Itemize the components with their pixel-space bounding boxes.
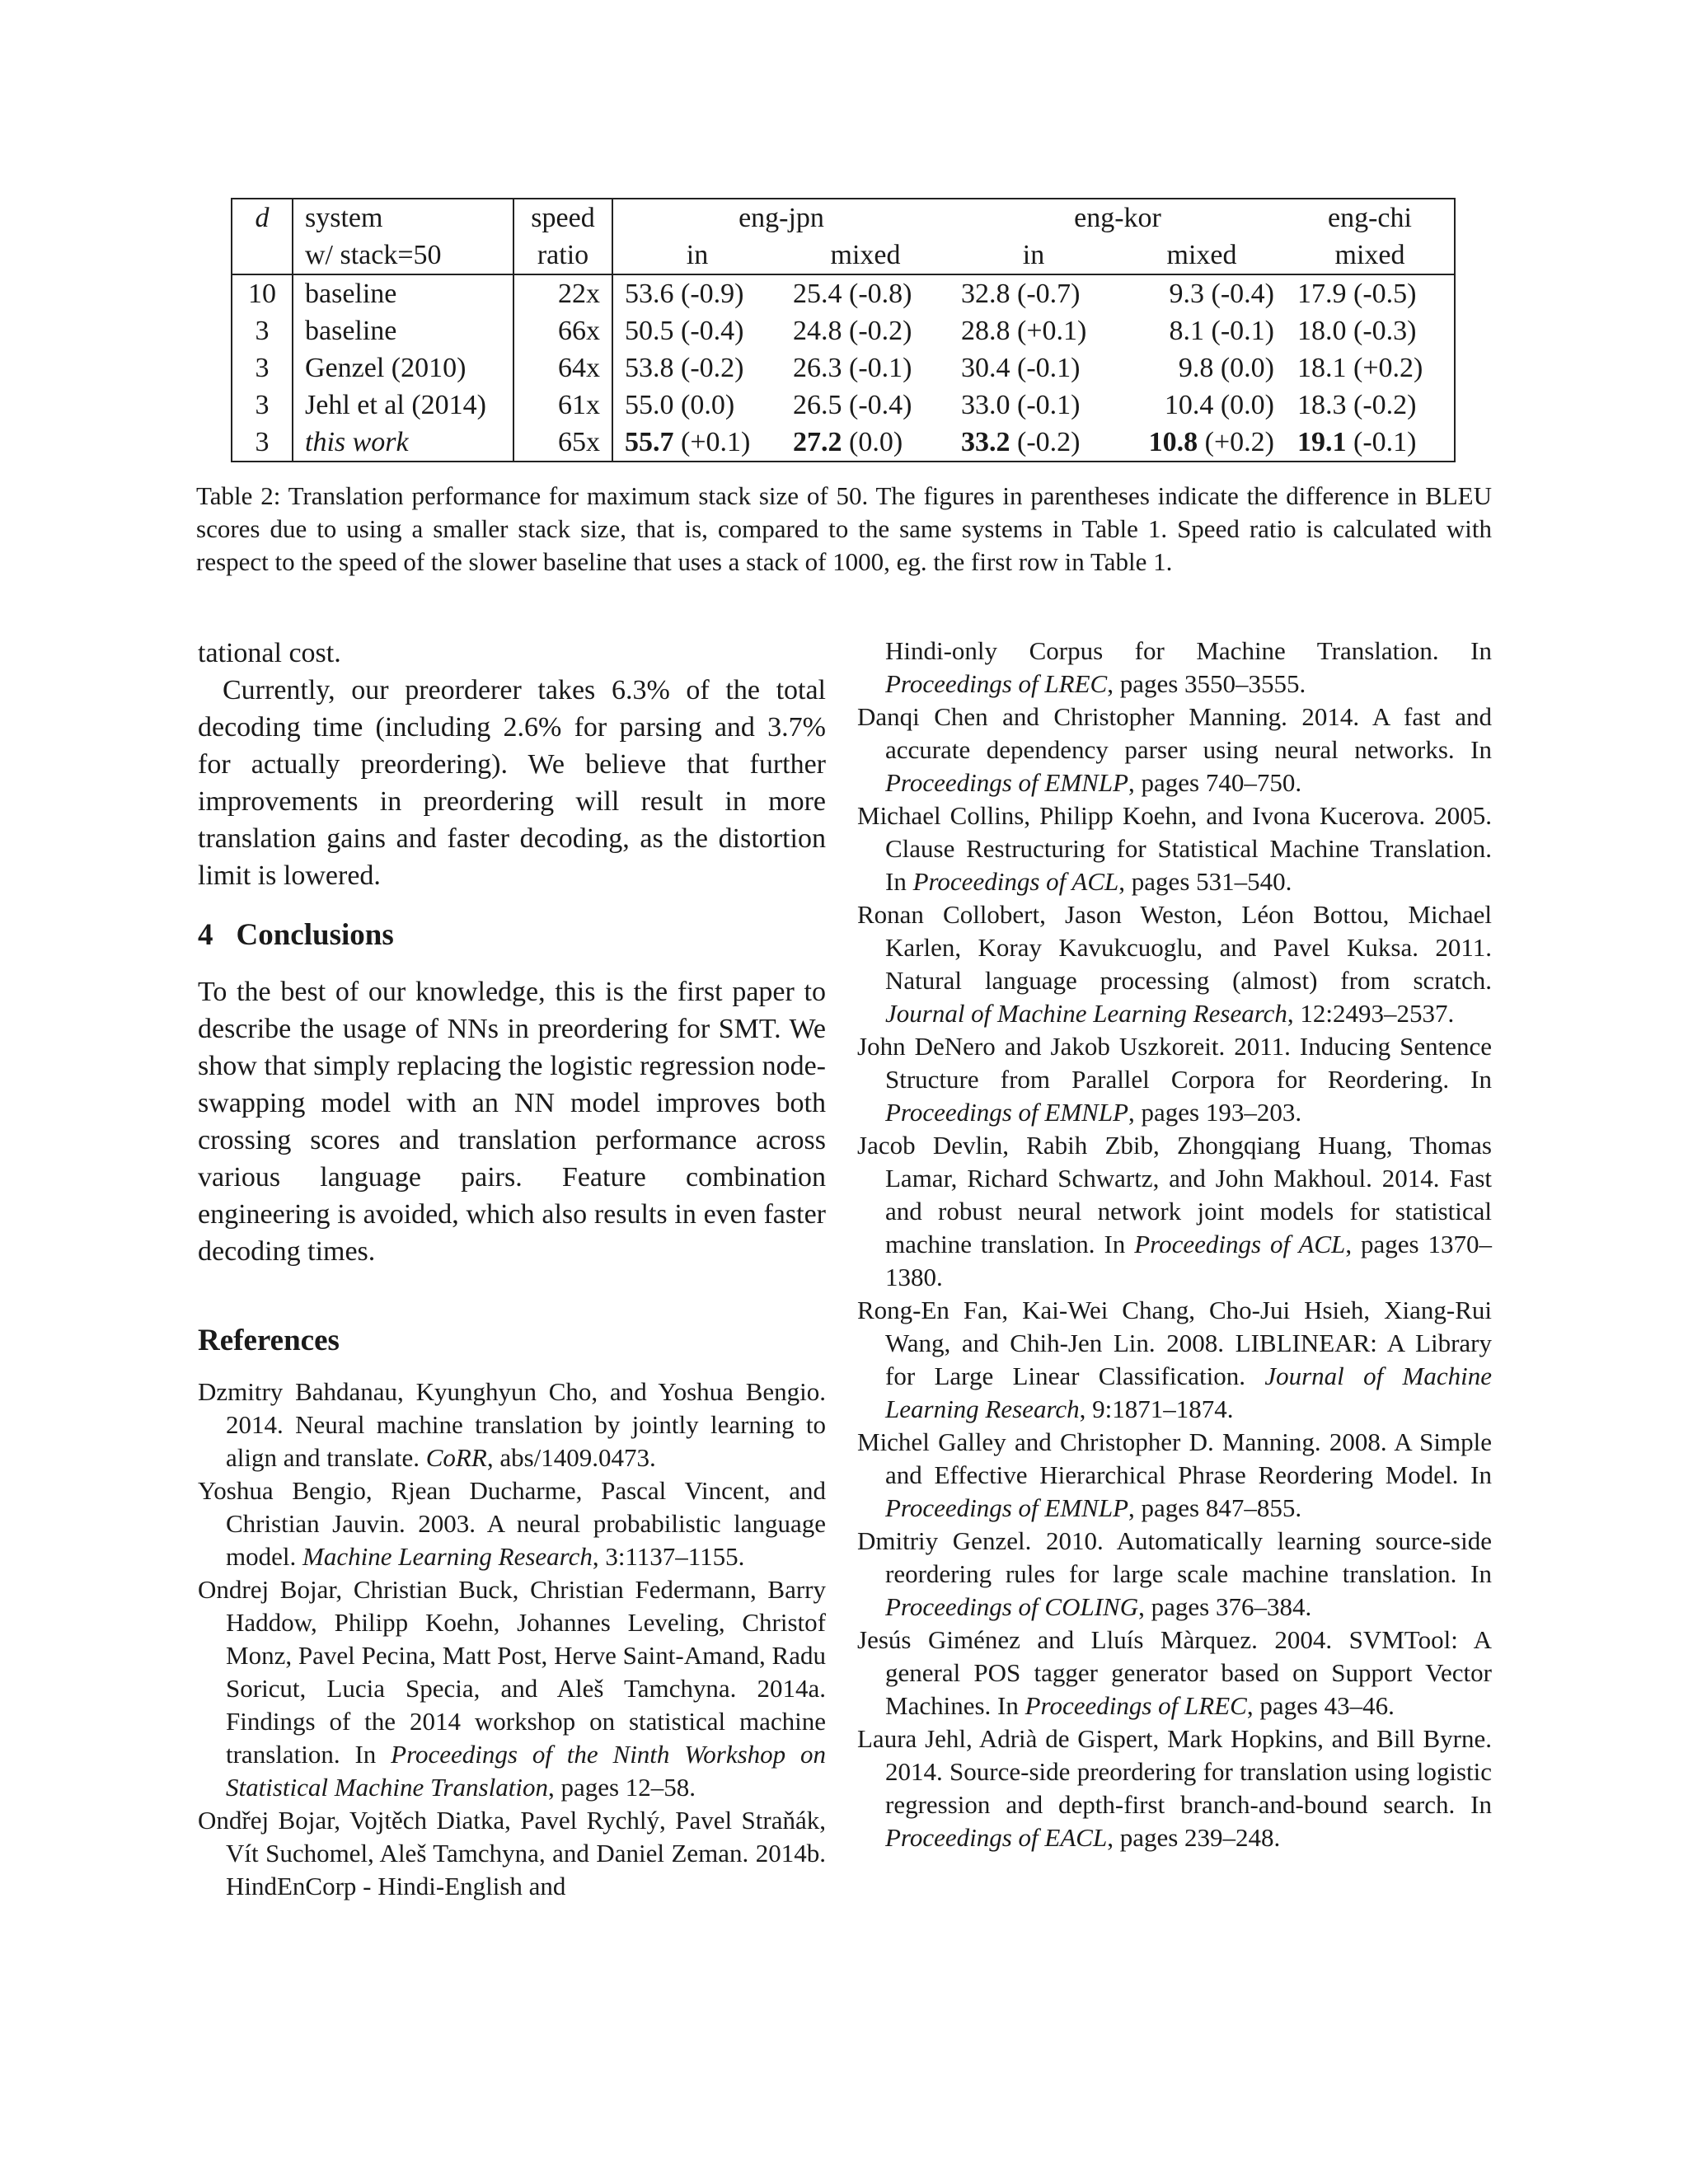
reference-venue: Proceedings of EMNLP	[885, 1098, 1129, 1127]
cell-score	[1286, 424, 1455, 462]
cell-d: 3	[232, 349, 293, 387]
reference-pages: , pages 740–750.	[1128, 768, 1302, 797]
cell-score	[781, 424, 950, 462]
reference-pages: , pages 376–384.	[1138, 1592, 1312, 1621]
reference-entry	[857, 1129, 1492, 1294]
cell-score-value: (+0.1)	[673, 427, 751, 457]
cell-score-value: 10.4 (0.0)	[1164, 390, 1274, 420]
cell-speed: 64x	[513, 349, 612, 387]
reference-entry	[857, 701, 1492, 799]
cell-score-value: 18.1 (+0.2)	[1297, 353, 1423, 383]
reference-text: Laura Jehl, Adrià de Gispert, Mark Hopkins, and Bill Byrne. 2014. Source-side preordering for translation using logistic regression and depth-first branch-and-bound search. In	[857, 1724, 1492, 1819]
cell-speed: 66x	[513, 312, 612, 349]
reference-entry	[857, 635, 1492, 701]
cell-speed: 22x	[513, 274, 612, 312]
table-body	[232, 274, 1455, 462]
cell-system: Jehl et al (2014)	[293, 387, 513, 424]
paragraph-conclusions: To the best of our knowledge, this is the first paper to describe the usage of NNs in preordering for SMT. We show that simply replacing the logistic regression node-swapping model with an NN model improves both crossing scores and translation performance across various language pairs. Feature combination engineering is avoided, which also results in even faster decoding times.	[198, 977, 826, 1267]
cell-score	[950, 312, 1118, 349]
cell-score	[781, 349, 950, 387]
cell-score	[1286, 387, 1455, 424]
reference-venue: Proceedings of ACL	[912, 867, 1119, 896]
header-speed: speed	[513, 199, 612, 237]
header-eng-jpn: eng-jpn	[738, 203, 824, 233]
reference-text: Ronan Collobert, Jason Weston, Léon Bottou, Michael Karlen, Koray Kavukcuoglu, and Pavel Kuksa. 2011. Natural language processing (almost) from scratch.	[857, 900, 1492, 995]
cell-score-value: 26.3 (-0.1)	[793, 353, 912, 383]
cell-score-value: 53.8 (-0.2)	[625, 353, 744, 383]
cell-score-value: 50.5 (-0.4)	[625, 316, 744, 346]
cell-d: 3	[232, 387, 293, 424]
cell-score	[612, 424, 781, 462]
cell-score-value: 17.9 (-0.5)	[1297, 279, 1417, 309]
cell-score-value: 55.0 (0.0)	[625, 390, 735, 420]
section-number: 4	[198, 918, 213, 952]
reference-pages: , pages 239–248.	[1107, 1823, 1281, 1852]
header-chi-mixed: mixed	[1286, 237, 1455, 274]
reference-venue: Proceedings of LREC	[885, 669, 1108, 698]
reference-pages: , pages 1370–1380.	[885, 1230, 1493, 1291]
cell-score-value: 8.1 (-0.1)	[1169, 316, 1274, 346]
cell-system: baseline	[293, 312, 513, 349]
reference-text: Dmitriy Genzel. 2010. Automatically learning source-side reordering rules for large scale machine translation. In	[857, 1526, 1492, 1588]
reference-text: Rong-En Fan, Kai-Wei Chang, Cho-Jui Hsieh, Xiang-Rui Wang, and Chih-Jen Lin. 2008. LIBLINEAR: A Library for Large Linear Classification.	[857, 1296, 1492, 1390]
reference-pages: , pages 12–58.	[547, 1773, 696, 1802]
reference-venue: Proceedings of LREC	[1025, 1691, 1247, 1720]
cell-score	[781, 274, 950, 312]
cell-score-value: 18.0 (-0.3)	[1297, 316, 1417, 346]
table-caption: Table 2: Translation performance for maximum stack size of 50. The figures in parentheses indicate the difference in BLEU scores due to using a smaller stack size, that is, compared to the same systems in Table 1. Speed ratio is calculated with respect to the speed of the slower baseline that uses a stack of 1000, eg. the first row in Table 1.	[196, 481, 1492, 576]
table-header-row	[232, 199, 1455, 237]
cell-d: 3	[232, 312, 293, 349]
cell-score-value: 33.0 (-0.1)	[961, 390, 1081, 420]
cell-score	[781, 312, 950, 349]
reference-venue: Proceedings of the Ninth Workshop on Statistical Machine Translation	[226, 1740, 826, 1802]
reference-pages: , abs/1409.0473.	[486, 1443, 656, 1472]
cell-score-value: (0.0)	[842, 427, 903, 457]
cell-score-value: (-0.2)	[1010, 427, 1081, 457]
reference-text: John DeNero and Jakob Uszkoreit. 2011. Inducing Sentence Structure from Parallel Corpora for Reordering. In	[857, 1032, 1492, 1094]
cell-speed: 61x	[513, 387, 612, 424]
cell-score-value: (-0.1)	[1346, 427, 1417, 457]
reference-venue: CoRR	[425, 1443, 487, 1472]
cell-score-value: 30.4 (-0.1)	[961, 353, 1081, 383]
reference-text: Ondřej Bojar, Vojtěch Diatka, Pavel Rychlý, Pavel Straňák, Vít Suchomel, Aleš Tamchyna, and Daniel Zeman. 2014b. HindEnCorp - Hindi-English and	[198, 1806, 826, 1900]
cell-score	[1118, 349, 1286, 387]
header-kor-in: in	[950, 237, 1118, 274]
cell-score-best: 27.2	[793, 427, 842, 457]
reference-entry	[857, 1525, 1492, 1624]
cell-system: this work	[293, 424, 513, 462]
reference-pages: , pages 43–46.	[1246, 1691, 1395, 1720]
cell-score	[612, 274, 781, 312]
header-system-sub: w/ stack=50	[293, 237, 513, 274]
header-d: d	[232, 199, 293, 237]
header-speed-sub: ratio	[513, 237, 612, 274]
reference-venue: Proceedings of COLING	[885, 1592, 1139, 1621]
reference-text: Danqi Chen and Christopher Manning. 2014. A fast and accurate dependency parser using neural networks. In	[857, 702, 1492, 764]
reference-text: Jacob Devlin, Rabih Zbib, Zhongqiang Huang, Thomas Lamar, Richard Schwartz, and John Makhoul. 2014. Fast and robust neural network joint models for statistical machine translation. In	[857, 1131, 1492, 1258]
reference-entry	[198, 1474, 826, 1573]
results-table-container	[231, 198, 1456, 462]
reference-venue: Proceedings of ACL	[1134, 1230, 1346, 1258]
cell-score	[1118, 424, 1286, 462]
reference-venue: Proceedings of EACL	[885, 1823, 1108, 1852]
section-heading-conclusions	[198, 916, 826, 955]
left-column	[198, 635, 826, 1903]
reference-pages: , 3:1137–1155.	[592, 1542, 745, 1571]
reference-entry	[857, 898, 1492, 1030]
reference-text: Michael Collins, Philipp Koehn, and Ivona Kucerova. 2005. Clause Restructuring for Statistical Machine Translation. In	[857, 801, 1492, 896]
header-eng-chi: eng-chi	[1328, 203, 1412, 233]
reference-text: Hindi-only Corpus for Machine Translation. In	[885, 636, 1492, 665]
cell-score-best: 55.7	[625, 427, 674, 457]
section-title: Conclusions	[236, 918, 394, 952]
paragraph-preorderer: Currently, our preorderer takes 6.3% of the total decoding time (including 2.6% for parsing and 3.7% for actually preordering). We believe that further improvements in preordering will result in more translation gains and faster decoding, as the distortion limit is lowered.	[198, 675, 826, 891]
results-table	[231, 198, 1456, 462]
header-jpn-in: in	[612, 237, 781, 274]
table-row	[232, 387, 1455, 424]
cell-score	[1118, 312, 1286, 349]
cell-score	[612, 387, 781, 424]
header-jpn-mixed: mixed	[781, 237, 950, 274]
references-list-left	[198, 1376, 826, 1903]
reference-text: Michel Galley and Christopher D. Manning. 2008. A Simple and Effective Hierarchical Phrase Reordering Model. In	[857, 1427, 1492, 1489]
reference-entry	[857, 1426, 1492, 1525]
cell-score-value: 24.8 (-0.2)	[793, 316, 912, 346]
reference-entry	[857, 1030, 1492, 1129]
cell-score-value: 25.4 (-0.8)	[793, 279, 912, 309]
cell-score-value: 9.8 (0.0)	[1178, 353, 1274, 383]
cell-score	[1118, 387, 1286, 424]
table-subheader-row	[232, 237, 1455, 274]
reference-entry	[198, 1804, 826, 1903]
table-row	[232, 274, 1455, 312]
reference-venue: Journal of Machine Learning Research	[885, 999, 1287, 1028]
reference-pages: , 9:1871–1874.	[1079, 1394, 1234, 1423]
cell-score-value: 9.3 (-0.4)	[1169, 279, 1274, 309]
right-column	[857, 635, 1492, 1854]
cell-score	[950, 387, 1118, 424]
table-row	[232, 312, 1455, 349]
reference-venue: Journal of Machine Learning Research	[885, 1361, 1492, 1423]
cell-score	[781, 387, 950, 424]
cell-score	[1286, 274, 1455, 312]
cell-score	[950, 349, 1118, 387]
cell-score	[1286, 312, 1455, 349]
reference-text: Jesús Giménez and Lluís Màrquez. 2004. SVMTool: A general POS tagger generator based on Support Vector Machines. In	[857, 1625, 1492, 1720]
cell-score-value: 53.6 (-0.9)	[625, 279, 744, 309]
reference-entry	[198, 1376, 826, 1474]
reference-pages: , pages 193–203.	[1128, 1098, 1302, 1127]
reference-venue: Proceedings of EMNLP	[885, 1493, 1129, 1522]
cell-d: 10	[232, 274, 293, 312]
reference-entry	[857, 1624, 1492, 1722]
reference-entry	[857, 1722, 1492, 1854]
cell-score	[1118, 274, 1286, 312]
cell-score-value: 28.8 (+0.1)	[961, 316, 1087, 346]
cell-system: Genzel (2010)	[293, 349, 513, 387]
cell-score-value: 26.5 (-0.4)	[793, 390, 912, 420]
cell-score-value: 18.3 (-0.2)	[1297, 390, 1417, 420]
reference-entry	[198, 1573, 826, 1804]
table-row	[232, 424, 1455, 462]
cell-score	[950, 424, 1118, 462]
cell-score-value: 32.8 (-0.7)	[961, 279, 1081, 309]
table-row	[232, 349, 1455, 387]
cell-score	[1286, 349, 1455, 387]
cell-system: baseline	[293, 274, 513, 312]
reference-venue: Machine Learning Research	[302, 1542, 593, 1571]
reference-pages: , pages 531–540.	[1118, 867, 1292, 896]
references-heading: References	[198, 1324, 340, 1357]
cell-score	[950, 274, 1118, 312]
cell-score-best: 19.1	[1297, 427, 1347, 457]
continued-text: tational cost.	[198, 638, 341, 668]
reference-pages: , 12:2493–2537.	[1287, 999, 1455, 1028]
reference-entry	[857, 1294, 1492, 1426]
reference-venue: Proceedings of EMNLP	[885, 768, 1129, 797]
reference-text: Ondrej Bojar, Christian Buck, Christian Federmann, Barry Haddow, Philipp Koehn, Johannes Leveling, Christof Monz, Pavel Pecina, Matt Post, Herve Saint-Amand, Radu Soricut, Lucia Specia, and Aleš Tamchyna. 2014a. Findings of the 2014 workshop on statistical machine translation. In	[198, 1575, 826, 1769]
header-kor-mixed: mixed	[1118, 237, 1286, 274]
cell-score	[612, 312, 781, 349]
reference-entry	[857, 799, 1492, 898]
references-list-right	[857, 635, 1492, 1854]
reference-pages: , pages 847–855.	[1128, 1493, 1302, 1522]
cell-speed: 65x	[513, 424, 612, 462]
cell-score-best: 33.2	[961, 427, 1010, 457]
cell-d: 3	[232, 424, 293, 462]
cell-score	[612, 349, 781, 387]
reference-text: Dzmitry Bahdanau, Kyunghyun Cho, and Yoshua Bengio. 2014. Neural machine translation by jointly learning to align and translate.	[198, 1377, 826, 1472]
cell-score-best: 10.8	[1148, 427, 1198, 457]
header-eng-kor: eng-kor	[1074, 203, 1161, 233]
header-d-blank	[232, 237, 293, 274]
reference-text: Yoshua Bengio, Rjean Ducharme, Pascal Vincent, and Christian Jauvin. 2003. A neural probabilistic language model.	[198, 1476, 826, 1571]
reference-pages: , pages 3550–3555.	[1107, 669, 1306, 698]
cell-score-value: (+0.2)	[1198, 427, 1274, 457]
header-system: system	[293, 199, 513, 237]
